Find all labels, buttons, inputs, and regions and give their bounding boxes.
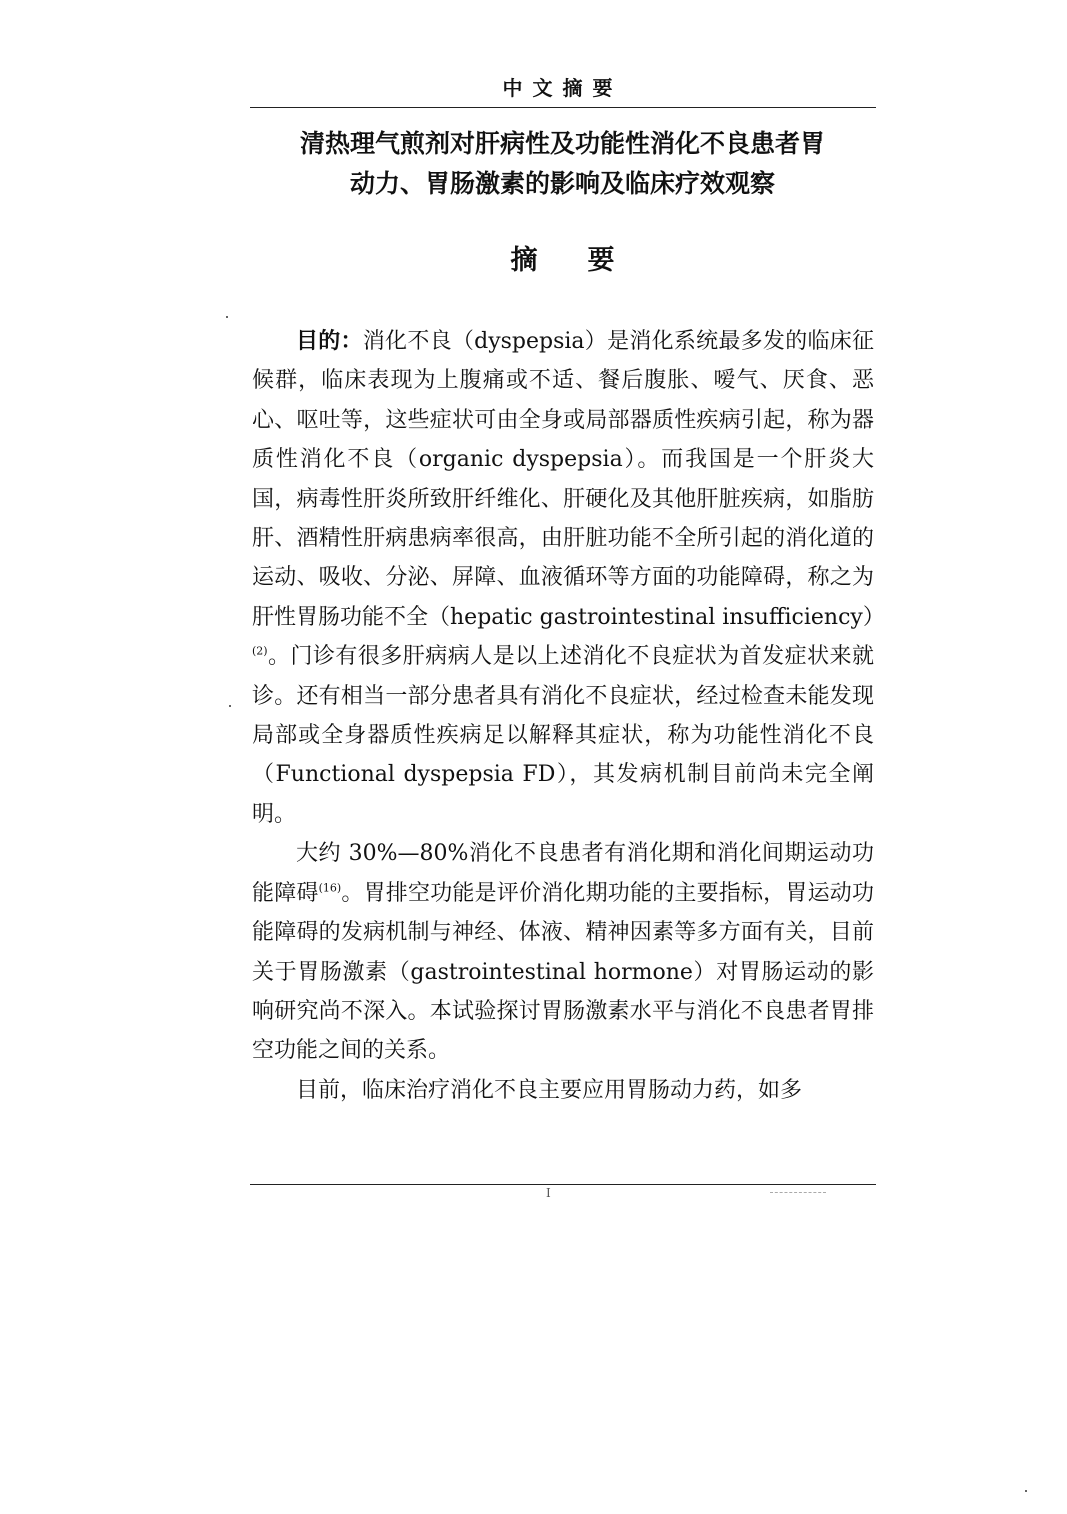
paragraph-text: 。门诊有很多肝病病人是以上述消化不良症状为首发症状来就诊。还有相当一部分患者具有消化不良症状，经过检查未能发现局部或全身器质性疾病足以解释其症状，称为功能性消化不良（Functional dyspepsia FD），其发病机制目前尚未完全阐明。 bbox=[252, 644, 874, 827]
paragraph-objective bbox=[252, 322, 885, 834]
scan-speck bbox=[229, 705, 231, 707]
page-number: I bbox=[546, 1186, 551, 1200]
paragraph-treatment bbox=[252, 1071, 874, 1110]
paragraph-text: 消化不良（dyspepsia）是消化系统最多发的临床征候群，临床表现为上腹痛或不适、餐后腹胀、嗳气、厌食、恶心、呕吐等，这些症状可由全身或局部器质性疾病引起，称为器质性消化不良（organic dyspepsia）。而我国是一个肝炎大国，病毒性肝炎所致肝纤维化、肝硬化及其他肝脏疾病，如脂肪肝、酒精性肝病患病率很高，由肝脏功能不全所引起的消化道的运动、吸收、分泌、屏障、血液循环等方面的功能障碍，称之为肝性胃肠功能不全（hepatic gastrointestinal insufficiency） bbox=[252, 329, 885, 630]
citation-ref: (2) bbox=[252, 644, 268, 658]
abstract-heading: 摘要 bbox=[510, 245, 665, 276]
paragraph-text: 大约 30%—80%消化不良患者有消化期和消化间期运动功能障碍 bbox=[252, 841, 874, 906]
running-header: 中文摘要 bbox=[502, 76, 623, 100]
paragraph-text: 目前，临床治疗消化不良主要应用胃肠动力药，如多 bbox=[296, 1077, 803, 1103]
header-divider bbox=[250, 107, 876, 108]
objective-label: 目的： bbox=[296, 329, 363, 354]
paragraph-text: 。胃排空功能是评价消化期功能的主要指标，胃运动功能障碍的发病机制与神经、体液、精神因素等多方面有关，目前关于胃肠激素（gastrointestinal hormone）对胃肠运动的影响研究尚不深入。本试验探讨胃肠激素水平与消化不良患者胃排空功能之间的关系。 bbox=[252, 880, 874, 1064]
footer-divider bbox=[250, 1184, 876, 1185]
document-title-line-1: 清热理气煎剂对肝病性及功能性消化不良患者胃 bbox=[299, 129, 825, 158]
abstract-body bbox=[252, 322, 885, 1110]
scan-speck bbox=[1025, 1490, 1027, 1492]
paragraph-motility bbox=[252, 834, 874, 1070]
citation-ref: (16) bbox=[318, 881, 342, 895]
scan-speck bbox=[226, 316, 228, 318]
document-title-line-2: 动力、胃肠激素的影响及临床疗效观察 bbox=[349, 169, 775, 198]
scan-artifact-line bbox=[770, 1192, 826, 1193]
document-title bbox=[240, 124, 885, 204]
